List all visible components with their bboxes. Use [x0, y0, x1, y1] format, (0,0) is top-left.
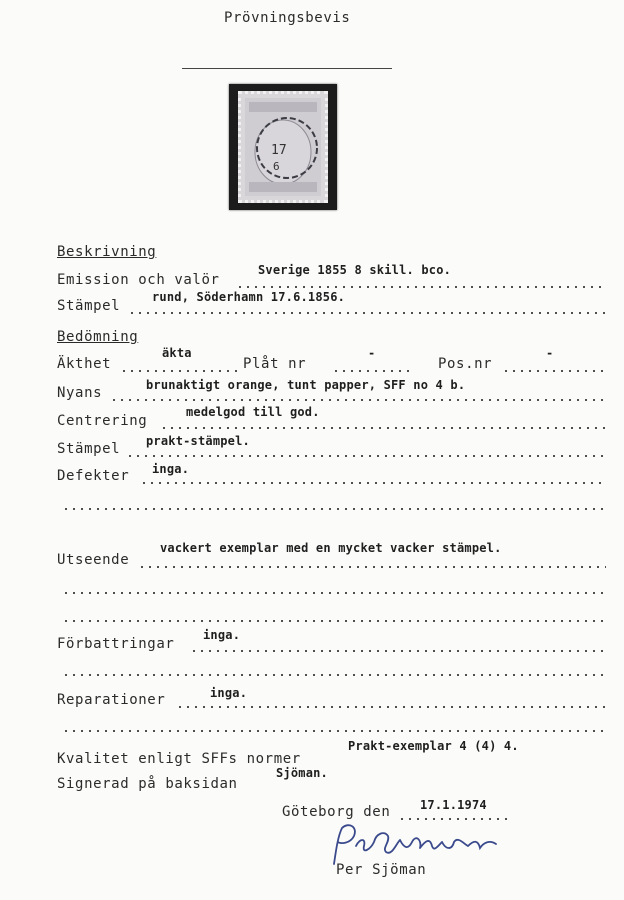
- dotted-line: [62, 508, 606, 510]
- dotted-line: [62, 620, 606, 622]
- page-title: Prövningsbevis: [224, 10, 351, 26]
- pos-label: Pos.nr: [438, 356, 493, 372]
- signerad-label: Signerad på baksidan: [57, 776, 238, 792]
- dotted-line: [110, 399, 606, 401]
- signerad-value: Sjöman.: [276, 766, 328, 780]
- postmark-icon: [241, 94, 325, 200]
- defekter-label: Defekter: [57, 468, 130, 484]
- utseende-value: vackert exemplar med en mycket vacker stämpel.: [160, 541, 502, 555]
- reparationer-label: Reparationer: [57, 692, 166, 708]
- stampel-label: Stämpel: [57, 298, 121, 314]
- dotted-line: [62, 674, 606, 676]
- svg-text:17: 17: [271, 143, 287, 158]
- dotted-line: [62, 730, 606, 732]
- dotted-line: [190, 650, 606, 652]
- dotted-line: [160, 427, 606, 429]
- pos-value: -: [546, 346, 554, 360]
- plat-label: Plåt nr: [243, 356, 307, 372]
- akthet-label: Äkthet: [57, 356, 112, 372]
- emission-label: Emission och valör: [57, 272, 220, 288]
- forbattringar-label: Förbattringar: [57, 636, 175, 652]
- nyans-label: Nyans: [57, 385, 103, 401]
- dotted-line: [138, 566, 606, 568]
- reparationer-value: inga.: [210, 686, 248, 700]
- plat-value: -: [368, 346, 376, 360]
- stampel-value: rund, Söderhamn 17.6.1856.: [152, 290, 346, 304]
- centrering-value: medelgod till god.: [186, 405, 320, 419]
- signatory-name: Per Sjöman: [336, 862, 427, 878]
- title-rule: [182, 68, 392, 69]
- dotted-line: [332, 370, 410, 372]
- dotted-line: [128, 312, 606, 314]
- section-heading-bedomning: Bedömning: [57, 329, 139, 345]
- centrering-label: Centrering: [57, 413, 148, 429]
- dotted-line: [120, 370, 238, 372]
- kvalitet-value: Prakt-exemplar 4 (4) 4.: [348, 739, 519, 753]
- dotted-line: [176, 706, 606, 708]
- stampel2-label: Stämpel: [57, 441, 121, 457]
- section-heading-beskrivning: Beskrivning: [57, 244, 157, 260]
- utseende-label: Utseende: [57, 552, 130, 568]
- forbattringar-value: inga.: [203, 628, 241, 642]
- emission-value: Sverige 1855 8 skill. bco.: [258, 263, 452, 277]
- svg-text:6: 6: [273, 160, 280, 173]
- defekter-value: inga.: [152, 462, 190, 476]
- dotted-line: [126, 455, 606, 457]
- kvalitet-label: Kvalitet enligt SFFs normer: [57, 751, 301, 767]
- date-value: 17.1.1974: [420, 798, 487, 812]
- stampel2-value: prakt-stämpel.: [146, 434, 250, 448]
- dotted-line: [62, 592, 606, 594]
- dotted-line: [236, 286, 606, 288]
- stamp-photo: [229, 84, 337, 210]
- place-label: Göteborg den: [282, 804, 391, 820]
- akthet-value: äkta: [162, 346, 192, 360]
- dotted-line: [502, 370, 606, 372]
- stamp-image: [238, 91, 328, 203]
- dotted-line: [140, 482, 606, 484]
- nyans-value: brunaktigt orange, tunt papper, SFF no 4 b.: [146, 378, 466, 392]
